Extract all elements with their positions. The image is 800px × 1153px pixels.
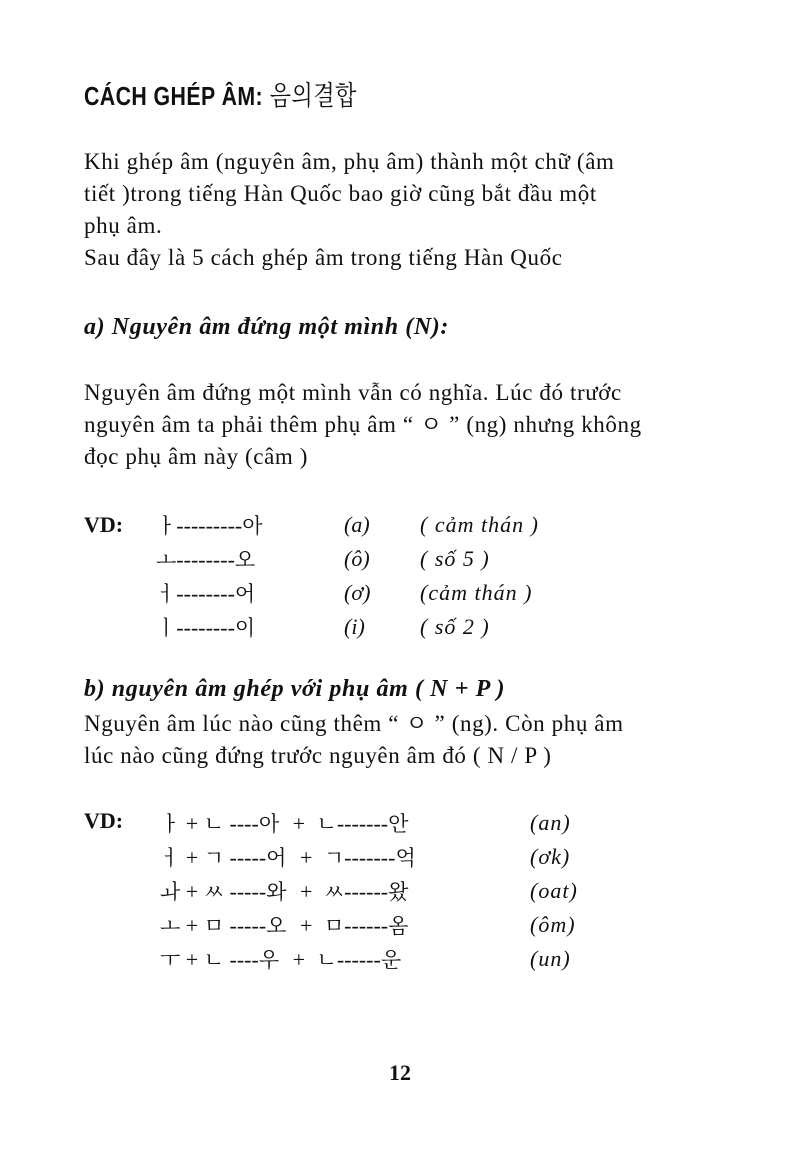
example-roman: (an) [530,810,571,835]
example-row [160,876,408,906]
vowel: ㅘ [160,880,181,904]
vowel: ㅏ [156,514,177,538]
example-meaning: (cảm thán ) [420,580,533,605]
example-roman: (ôm) [530,912,576,937]
syllable: 왔 [388,880,409,904]
vowel: ㅣ [156,616,177,640]
vd-label-b: VD: [84,808,124,833]
syllable: 오 [266,914,287,938]
example-roman: (un) [530,946,571,971]
plus-sign: + [185,845,199,870]
example-row [160,910,408,940]
vowel: ㅓ [156,582,177,606]
dashes: ------ [344,913,389,938]
syllable: 어 [234,582,256,606]
syllable: 어 [266,846,287,870]
example-row [156,510,263,540]
syllable: 억 [395,846,416,870]
plus-sign: + [299,913,313,938]
example-roman: (oat) [530,878,578,903]
heading-korean: 음의결합 [269,81,357,112]
consonant: ㅆ [323,880,345,904]
dashes: -------- [176,547,235,572]
syllable: 옴 [388,914,409,938]
heading-title: CÁCH GHÉP ÂM: [84,81,264,111]
vd-label-a: VD: [84,512,124,537]
consonant: ㅁ [323,914,345,938]
section-a-paragraph [84,377,784,473]
dashes: -------- [176,581,235,606]
plus-sign: + [185,947,199,972]
example-row [156,544,255,574]
dashes: ------ [336,947,381,972]
plus-sign: + [292,947,306,972]
syllable: 아 [242,514,263,538]
vowel: ㅏ [160,812,181,836]
consonant: ㄱ [323,846,345,870]
vowel: ㅜ [160,948,181,972]
plus-sign: + [299,845,313,870]
dashes: -------- [176,615,235,640]
vowel: ㅓ [160,846,181,870]
consonant: ㄴ [203,948,225,972]
dashes: ----- [229,879,267,904]
syllable: 아 [258,812,280,836]
dashes: ----- [229,845,267,870]
vowel: ㅗ [160,914,181,938]
consonant: ㄱ [203,846,225,870]
vowel: ㅗ [156,548,177,572]
consonant: ㄴ [316,948,337,972]
page-number: 12 [389,1060,411,1085]
example-roman: (ô) [344,546,370,571]
section-b-line: lúc nào cũng đứng trước nguyên âm đó ( N / P ) [84,743,552,768]
section-b-paragraph [84,708,784,772]
plus-sign: + [292,811,306,836]
dashes: ---- [229,811,259,836]
section-a-title: a) Nguyên âm đứng một mình (N): [84,314,449,340]
dashes: ----- [229,913,267,938]
consonant: ㄴ [316,812,337,836]
example-meaning: ( số 5 ) [420,546,490,571]
syllable: 와 [266,880,287,904]
section-a-line: Nguyên âm đứng một mình vẫn có nghĩa. Lúc đó trước [84,380,622,405]
example-roman: (ơk) [530,844,571,869]
example-meaning: ( số 2 ) [420,614,490,639]
dashes: ------- [336,811,389,836]
example-row [160,808,408,838]
dashes: ------ [344,879,389,904]
example-roman: (ơ) [344,580,371,605]
plus-sign: + [185,913,199,938]
dashes: ---- [229,947,259,972]
dashes: --------- [176,513,243,538]
intro-line: phụ âm. [84,213,163,238]
section-b-line: Nguyên âm lúc nào cũng thêm “ ㅇ ” (ng). Còn phụ âm [84,711,624,736]
example-row [156,578,255,608]
example-roman: (a) [344,512,370,537]
example-row [160,944,401,974]
plus-sign: + [299,879,313,904]
intro-line: tiết )trong tiếng Hàn Quốc bao giờ cũng bắt đầu một [84,181,597,206]
syllable: 운 [380,948,402,972]
page-heading [84,74,357,113]
syllable: 우 [258,948,280,972]
intro-line: Sau đây là 5 cách ghép âm trong tiếng Hàn Quốc [84,245,563,270]
consonant: ㅁ [203,914,225,938]
dashes: ------- [344,845,396,870]
consonant: ㄴ [203,812,225,836]
syllable: 이 [234,616,256,640]
consonant: ㅆ [203,880,225,904]
example-row [156,612,255,642]
syllable: 오 [234,548,256,572]
plus-sign: + [185,879,199,904]
example-row [160,842,416,872]
plus-sign: + [185,811,199,836]
example-roman: (i) [344,614,365,639]
section-a-line: đọc phụ âm này (câm ) [84,444,308,469]
syllable: 안 [388,812,409,836]
intro-line: Khi ghép âm (nguyên âm, phụ âm) thành một chữ (âm [84,149,615,174]
section-b-title: b) nguyên âm ghép với phụ âm ( N + P ) [84,676,506,702]
example-meaning: ( cảm thán ) [420,512,539,537]
intro-paragraph [84,146,784,274]
section-a-line: nguyên âm ta phải thêm phụ âm “ ㅇ ” (ng) nhưng không [84,412,642,437]
